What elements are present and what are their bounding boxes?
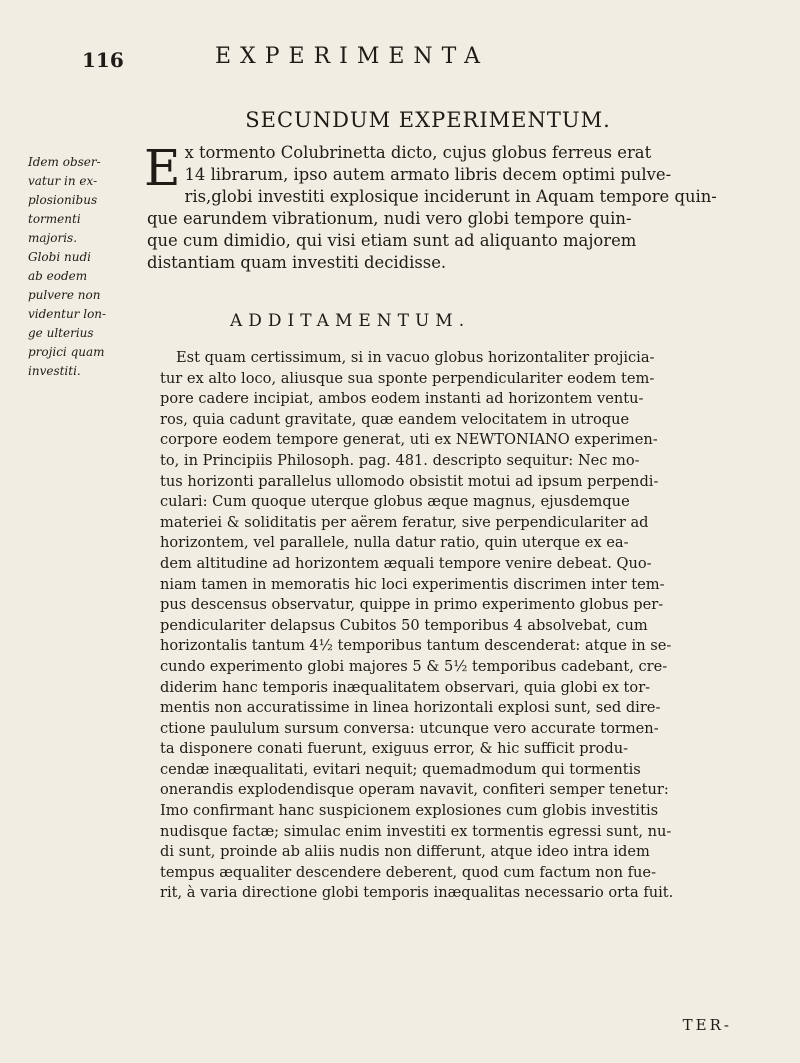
margin-note-line: Globi nudi (28, 250, 91, 264)
page-number: 116 (82, 48, 124, 72)
text-line: to, in Principiis Philosoph. pag. 481. descripto sequitur: Nec mo- (160, 451, 640, 469)
text-line: horizontalis tantum 4½ temporibus tantum descenderat: atque in se- (160, 637, 672, 655)
running-head: EXPERIMENTA (215, 44, 490, 69)
margin-note-line: projici quam (28, 345, 105, 359)
page-header (0, 40, 800, 80)
text-line: ris,globi investiti explosique inciderunt in Aquam tempore quin- (184, 187, 717, 206)
text-line: mentis non accuratissime in linea horizontali explosi sunt, sed dire- (160, 699, 661, 717)
text-line: horizontem, vel parallele, nulla datur ratio, quin uterque ex ea- (160, 534, 629, 552)
text-line: Imo confirmant hanc suspicionem explosiones cum globis investitis (160, 802, 659, 820)
text-line: x tormento Colubrinetta dicto, cujus globus ferreus erat (184, 143, 652, 162)
text-line: corpore eodem tempore generat, uti ex NEWTONIANO experimen- (160, 431, 658, 449)
text-line: tur ex alto loco, aliusque sua sponte perpendiculariter eodem tem- (160, 369, 655, 387)
text-line: tempus æqualiter descendere deberent, quod cum factum non fue- (160, 863, 657, 881)
text-line: niam tamen in memoratis hic loci experimentis discrimen inter tem- (160, 575, 665, 593)
text-line: materiei & soliditatis per aërem feratur, sive perpendiculariter ad (160, 513, 649, 531)
section-title: SECUNDUM EXPERIMENTUM. (245, 108, 611, 132)
text-line: di sunt, proinde ab aliis nudis non differunt, atque ideo intra idem (160, 843, 650, 861)
text-line: nudisque factæ; simulac enim investiti ex tormentis egressi sunt, nu- (160, 822, 672, 840)
text-line: Est quam certissimum, si in vacuo globus horizontaliter projicia- (176, 349, 655, 366)
text-line: pus descensus observatur, quippe in primo experimento globus per- (160, 596, 664, 614)
text-line: distantiam quam investiti decidisse. (147, 253, 447, 272)
text-line: culari: Cum quoque uterque globus æque magnus, ejusdemque (160, 493, 630, 511)
text-line: que cum dimidio, qui visi etiam sunt ad aliquanto majorem (147, 231, 637, 250)
catchword: TER- (682, 1016, 732, 1034)
margin-note-line: majoris. (28, 231, 78, 245)
margin-note-line: ge ulterius (28, 326, 94, 340)
text-line: tus horizonti parallelus ullomodo obsistit motui ad ipsum perpendi- (160, 472, 659, 490)
text-line: pore cadere incipiat, ambos eodem instanti ad horizontem ventu- (160, 390, 644, 408)
margin-note-line: tormenti (28, 212, 81, 226)
margin-note-line: Idem obser- (28, 155, 101, 169)
text-line: ta disponere conati fuerunt, exiguus error, & hic sufficit produ- (160, 740, 629, 758)
text-line: dem altitudine ad horizontem æquali tempore venire debeat. Quo- (160, 554, 652, 572)
text-line: que earundem vibrationum, nudi vero globi tempore quin- (147, 209, 632, 228)
margin-note-line: ab eodem (28, 269, 88, 283)
margin-note-line: vatur in ex- (28, 174, 98, 188)
margin-note-line: plosionibus (28, 193, 98, 207)
margin-note (28, 153, 132, 381)
additamentum-body (160, 348, 730, 904)
drop-cap: E (144, 139, 181, 197)
text-line: cundo experimento globi majores 5 & 5½ temporibus cadebant, cre- (160, 657, 668, 675)
text-line: cendæ inæqualitati, evitari nequit; quemadmodum qui tormentis (160, 760, 641, 778)
text-line: rit, à varia directione globi temporis inæqualitas necessario orta fuit. (160, 884, 674, 902)
margin-note-line: investiti. (28, 364, 81, 378)
margin-note-line: videntur lon- (28, 307, 107, 321)
margin-note-line: pulvere non (28, 288, 101, 302)
text-line: 14 librarum, ipso autem armato libris decem optimi pulve- (184, 165, 672, 184)
additamentum-heading: ADDITAMENTUM. (230, 311, 471, 331)
text-line: onerandis explodendisque operam navavit, confiteri semper tenetur: (160, 781, 669, 799)
text-line: ros, quia cadunt gravitate, quæ eandem velocitatem in utroque (160, 410, 630, 428)
text-line: diderim hanc temporis inæqualitatem observari, quia globi ex tor- (160, 678, 651, 696)
text-line: ctione paululum sursum conversa: utcunque vero accurate tormen- (160, 719, 659, 737)
first-paragraph (144, 139, 721, 274)
text-line: pendiculariter delapsus Cubitos 50 temporibus 4 absolvebat, cum (160, 616, 648, 634)
